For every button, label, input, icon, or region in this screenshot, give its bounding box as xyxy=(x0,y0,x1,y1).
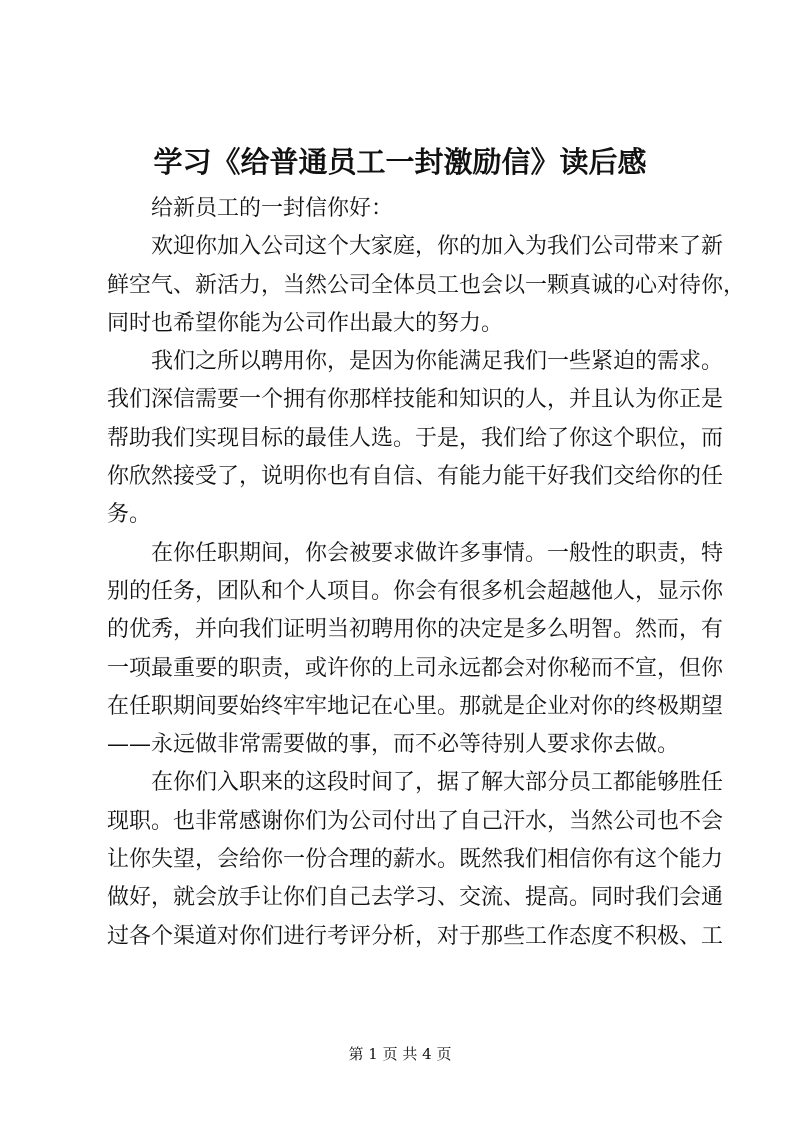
text-line: 在你们入职来的这段时间了，据了解大部分员工都能够胜任 xyxy=(151,770,724,796)
text-line: 一项最重要的职责，或许你的上司永远都会对你秘而不宣，但你 xyxy=(107,655,724,681)
text-line: 你欣然接受了，说明你也有自信、有能力能干好我们交给你的任 xyxy=(107,464,724,490)
text-line: 同时也希望你能为公司作出最大的努力。 xyxy=(107,310,504,336)
text-line: 鲜空气、新活力，当然公司全体员工也会以一颗真诚的心对待你， xyxy=(107,272,746,298)
text-line: 在你任职期间，你会被要求做许多事情。一般性的职责，特 xyxy=(151,540,724,566)
text-line: 别的任务，团队和个人项目。你会有很多机会超越他人，显示你 xyxy=(107,578,724,604)
text-line: 做好，就会放手让你们自己去学习、交流、提高。同时我们会通 xyxy=(107,885,724,911)
text-line: 我们深信需要一个拥有你那样技能和知识的人，并且认为你正是 xyxy=(107,387,724,413)
text-line: 的优秀，并向我们证明当初聘用你的决定是多么明智。然而，有 xyxy=(107,617,724,643)
text-line: 让你失望，会给你一份合理的薪水。既然我们相信你有这个能力 xyxy=(107,847,724,873)
page-footer: 第 1 页 共 4 页 xyxy=(348,1045,452,1063)
text-line: 给新员工的一封信你好： xyxy=(151,196,394,221)
text-line: ——永远做非常需要做的事，而不必等待别人要求你去做。 xyxy=(107,732,680,758)
text-line: 在任职期间要始终牢牢地记在心里。那就是企业对你的终极期望 xyxy=(107,693,724,719)
text-line: 现职。也非常感谢你们为公司付出了自己汗水，当然公司也不会 xyxy=(107,808,724,834)
document-body xyxy=(107,190,746,956)
text-line: 我们之所以聘用你，是因为你能满足我们一些紧迫的需求。 xyxy=(151,349,724,375)
text-line: 欢迎你加入公司这个大家庭，你的加入为我们公司带来了新 xyxy=(151,234,724,260)
text-line: 务。 xyxy=(107,502,152,528)
text-line: 过各个渠道对你们进行考评分析，对于那些工作态度不积极、工 xyxy=(107,923,724,949)
document-title: 学习《给普通员工一封激励信》读后感 xyxy=(153,145,647,179)
text-line: 帮助我们实现目标的最佳人选。于是，我们给了你这个职位，而 xyxy=(107,425,724,451)
